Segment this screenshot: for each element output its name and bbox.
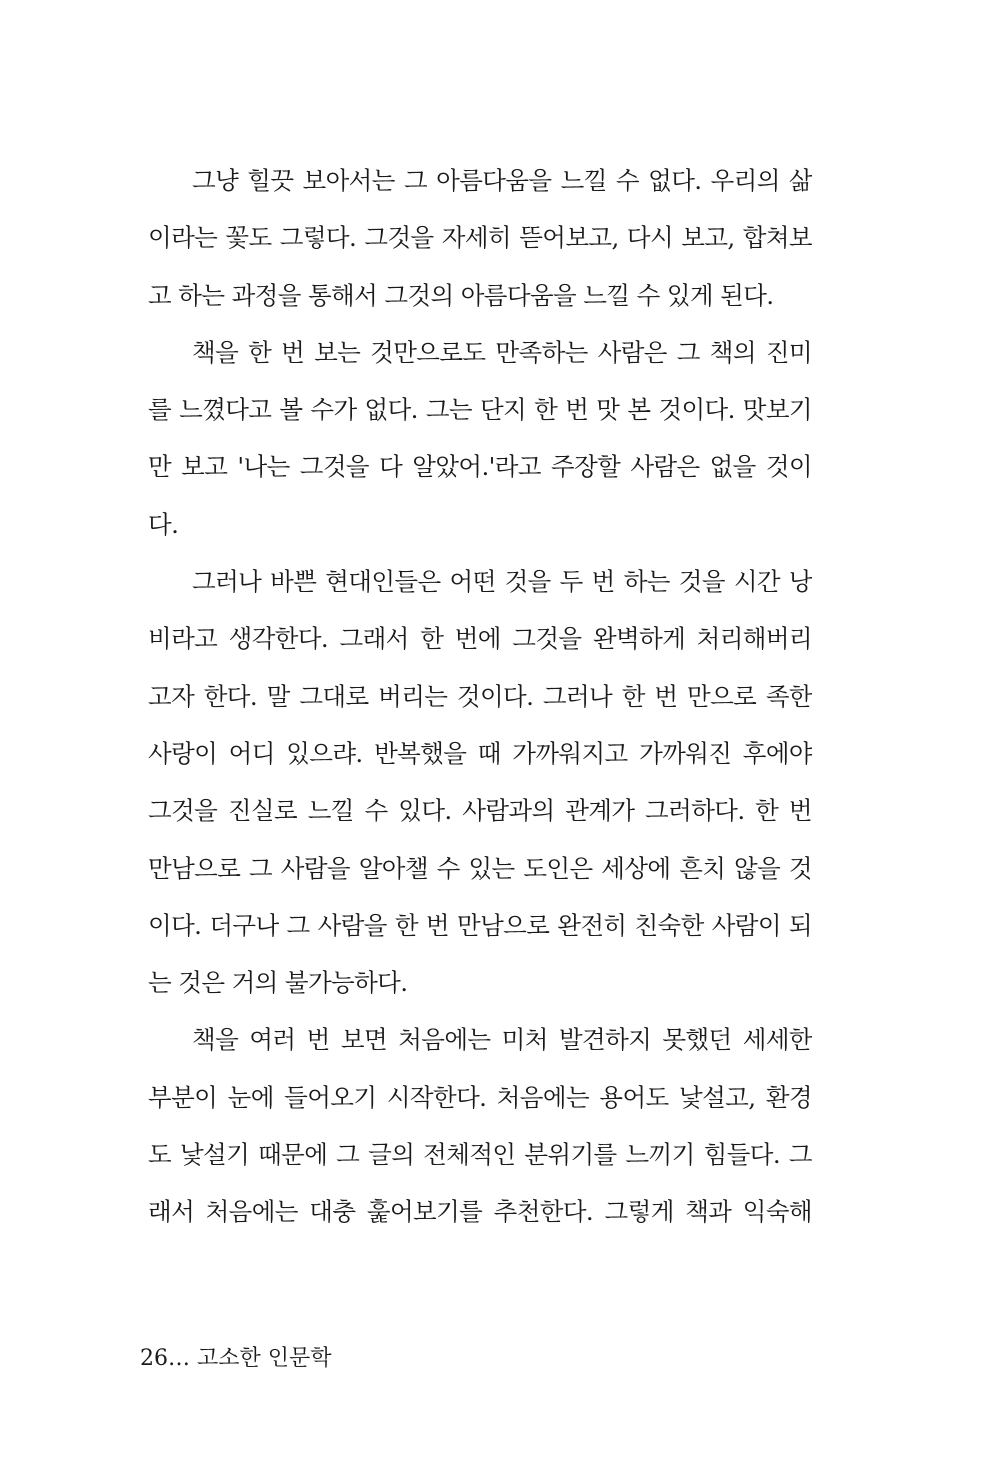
paragraph-1-line-2: 이라는 꽃도 그렇다. 그것을 자세히 뜯어보고, 다시 보고, 합쳐보 xyxy=(148,223,812,253)
paragraph-3-line-1: 그러나 바쁜 현대인들은 어떤 것을 두 번 하는 것을 시간 낭 xyxy=(192,567,812,597)
page-body xyxy=(148,152,812,1241)
page-number: 26 xyxy=(140,1346,168,1371)
paragraph-4-line-2: 부분이 눈에 들어오기 시작한다. 처음에는 용어도 낯설고, 환경 xyxy=(148,1082,812,1112)
paragraph-2-line-3: 만 보고 '나는 그것을 다 알았어.'라고 주장할 사람은 없을 것이 xyxy=(148,452,812,482)
paragraph-1-line-1: 그냥 힐끗 보아서는 그 아름다움을 느낄 수 없다. 우리의 삶 xyxy=(192,166,812,195)
paragraph-4-line-4: 래서 처음에는 대충 훑어보기를 추천한다. 그렇게 책과 익숙해 xyxy=(148,1197,812,1227)
paragraph-3-line-4: 사랑이 어디 있으랴. 반복했을 때 가까워지고 가까워진 후에야 xyxy=(148,738,812,768)
paragraph-2-line-2: 를 느꼈다고 볼 수가 없다. 그는 단지 한 번 맛 본 것이다. 맛보기 xyxy=(148,395,812,425)
paragraph-3-line-3: 고자 한다. 말 그대로 버리는 것이다. 그러나 한 번 만으로 족한 xyxy=(148,681,812,711)
paragraph-3-line-5: 그것을 진실로 느낄 수 있다. 사람과의 관계가 그러하다. 한 번 xyxy=(148,796,812,826)
paragraph-3-line-2: 비라고 생각한다. 그래서 한 번에 그것을 완벽하게 처리해버리 xyxy=(148,624,812,654)
paragraph-3-line-7: 이다. 더구나 그 사람을 한 번 만남으로 완전히 친숙한 사람이 되 xyxy=(148,910,812,940)
paragraph-3-line-8: 는 것은 거의 불가능하다. xyxy=(148,968,408,998)
footer-separator: … xyxy=(168,1346,190,1371)
paragraph-4-line-3: 도 낯설기 때문에 그 글의 전체적인 분위기를 느끼기 힘들다. 그 xyxy=(148,1140,812,1170)
paragraph-4-line-1: 책을 여러 번 보면 처음에는 미처 발견하지 못했던 세세한 xyxy=(192,1025,812,1055)
paragraph-2-line-1: 책을 한 번 보는 것만으로도 만족하는 사람은 그 책의 진미 xyxy=(192,337,812,367)
paragraph-2-line-4: 다. xyxy=(148,509,179,539)
page-footer xyxy=(140,1344,332,1374)
book-title: 고소한 인문학 xyxy=(197,1346,332,1371)
paragraph-1-line-3: 고 하는 과정을 통해서 그것의 아름다움을 느낄 수 있게 된다. xyxy=(148,280,774,310)
paragraph-3-line-6: 만남으로 그 사람을 알아챌 수 있는 도인은 세상에 흔치 않을 것 xyxy=(148,853,812,883)
